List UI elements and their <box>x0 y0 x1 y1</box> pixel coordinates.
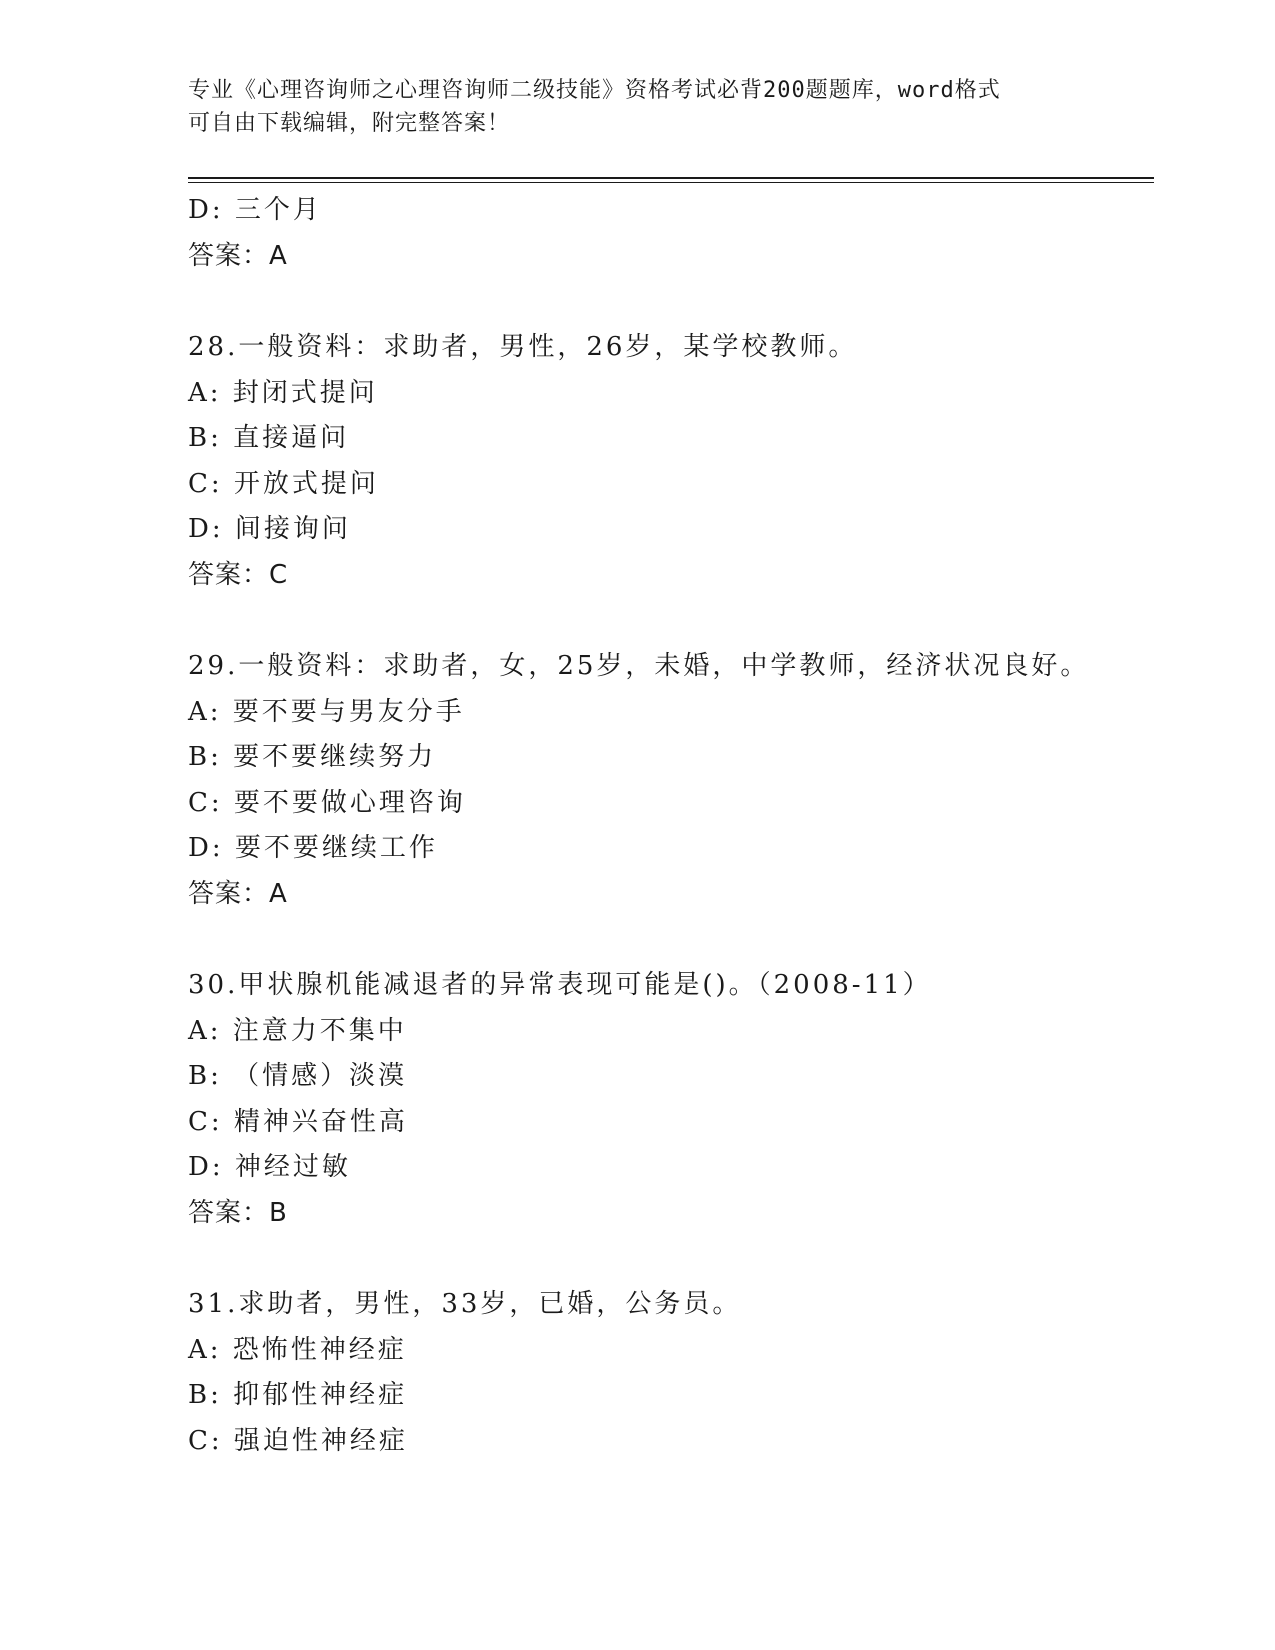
header-line-2: 可自由下载编辑，附完整答案！ <box>188 111 511 136</box>
option-d: D: 神经过敏 <box>188 1152 351 1182</box>
question-block-30 <box>188 963 1154 1236</box>
option-c: C: 要不要做心理咨询 <box>188 787 466 818</box>
option-a: A: 要不要与男友分手 <box>188 696 465 727</box>
answer-line: 答案：B <box>188 1197 288 1228</box>
option-a: A: 恐怖性神经症 <box>188 1334 407 1365</box>
option-b: B: 要不要继续努力 <box>188 742 437 772</box>
option-b: B: （情感）淡漠 <box>188 1061 408 1091</box>
option-c: C: 强迫性神经症 <box>188 1425 408 1456</box>
question-list <box>188 188 1154 1464</box>
block-gap <box>188 279 1154 325</box>
question-block-27 <box>188 188 1154 279</box>
header-line-1: 专业《心理咨询师之心理咨询师二级技能》资格考试必背200题题库，word格式 <box>188 78 1001 103</box>
option-a: A: 注意力不集中 <box>188 1015 407 1046</box>
question-block-28 <box>188 325 1154 598</box>
question-text: 28.一般资料：求助者，男性，26岁，某学校教师。 <box>188 332 858 362</box>
question-text: 29.一般资料：求助者，女，25岁，未婚，中学教师，经济状况良好。 <box>188 651 1090 681</box>
question-text: 30.甲状腺机能减退者的异常表现可能是()。（2008-11） <box>188 970 932 1000</box>
question-block-29 <box>188 644 1154 917</box>
answer-line: 答案：A <box>188 240 288 271</box>
block-gap <box>188 1236 1154 1282</box>
option-c: C: 精神兴奋性高 <box>188 1106 408 1137</box>
option-d: D: 三个月 <box>188 195 322 225</box>
answer-line: 答案：A <box>188 878 288 909</box>
option-a: A: 封闭式提问 <box>188 377 378 408</box>
option-d: D: 间接询问 <box>188 514 351 544</box>
block-gap <box>188 598 1154 644</box>
question-block-31 <box>188 1282 1154 1464</box>
question-text: 31.求助者，男性，33岁，已婚，公务员。 <box>188 1289 742 1319</box>
option-c: C: 开放式提问 <box>188 468 379 499</box>
document-header <box>188 74 1088 140</box>
option-b: B: 直接逼问 <box>188 423 350 453</box>
option-b: B: 抑郁性神经症 <box>188 1380 408 1410</box>
option-d: D: 要不要继续工作 <box>188 833 438 863</box>
block-gap <box>188 917 1154 963</box>
header-divider <box>188 177 1154 183</box>
answer-line: 答案：C <box>188 559 289 590</box>
